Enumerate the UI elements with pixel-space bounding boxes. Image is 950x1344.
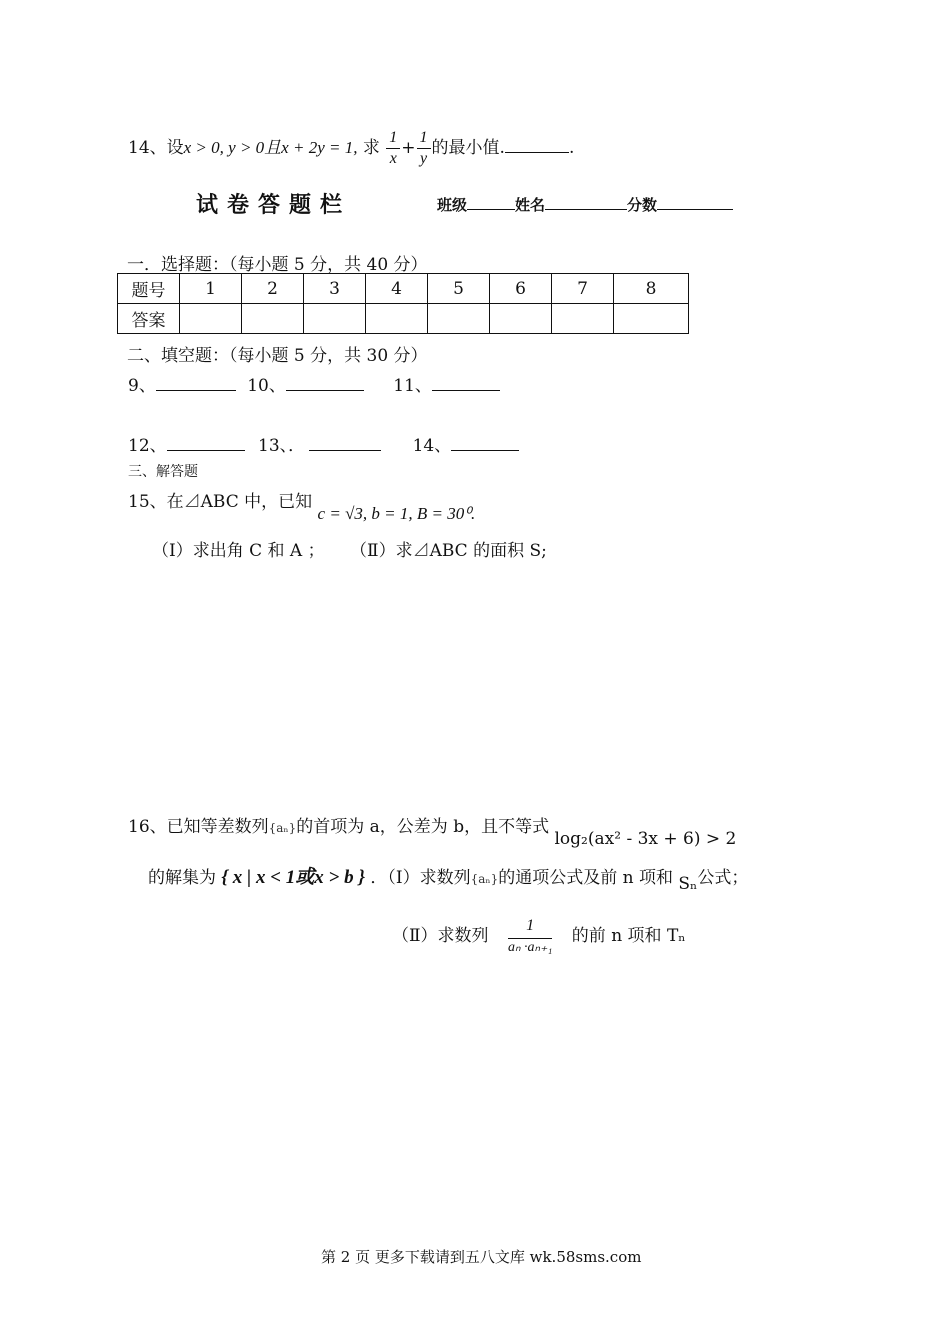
q16-stem-b: 的首项为 a，公差为 b，且不等式 (296, 817, 550, 837)
fill-item-9: 9、 (128, 376, 156, 396)
q14-plus: + (401, 138, 416, 158)
q14-fraction-2: $\frac{1}{y}$ (417, 130, 431, 167)
fill-blank-10[interactable] (286, 374, 364, 391)
class-label: 班级 (437, 196, 468, 214)
solution-set: { x | x < 1或x > b } (221, 867, 365, 888)
table-row-answers (118, 304, 689, 334)
q16-line2-d: 公式； (697, 868, 749, 888)
q16-inequality: log₂(ax² - 3x + 6) > 2 (554, 829, 737, 849)
question-number-cell: 4 (366, 274, 428, 304)
q16-part2-a: （Ⅱ）求数列 (392, 926, 489, 946)
row-label-answer: 答案 (118, 304, 180, 334)
sequence-an: {aₙ} (268, 820, 297, 835)
question-15-stem (128, 487, 476, 523)
q14-answer-blank[interactable] (505, 136, 569, 153)
answer-cell[interactable] (614, 304, 689, 334)
score-label: 分数 (627, 196, 658, 214)
q16-stem-a: 16、已知等差数列 (128, 817, 269, 837)
row-label-question-number: 题号 (118, 274, 180, 304)
sum-sn: Sₙ (678, 874, 698, 894)
fill-item-11: 11、 (393, 376, 432, 396)
question-16-line-2 (148, 862, 749, 894)
score-field[interactable] (657, 193, 733, 210)
table-row-numbers (118, 274, 689, 304)
answer-cell[interactable] (180, 304, 242, 334)
q15-stem: 15、在⊿ABC 中，已知 (128, 492, 313, 512)
question-number-cell: 1 (180, 274, 242, 304)
question-15-parts (152, 536, 547, 561)
question-14 (128, 130, 574, 167)
fill-blank-13[interactable] (309, 434, 381, 451)
answer-cell[interactable] (304, 304, 366, 334)
fill-item-14: 14、 (412, 436, 452, 456)
fill-blank-row-2 (128, 431, 519, 456)
q14-suffix: 的最小值. (431, 138, 505, 158)
question-number-cell: 5 (428, 274, 490, 304)
fill-blank-14[interactable] (451, 434, 519, 451)
q16-part2-b: 的前 n 项和 Tₙ (571, 926, 686, 946)
q16-line2-b: ．（Ⅰ）求数列 (370, 868, 471, 888)
question-number-cell: 2 (242, 274, 304, 304)
answer-cell[interactable] (490, 304, 552, 334)
q14-prefix: 14、设 (128, 138, 184, 158)
fill-blank-9[interactable] (156, 374, 236, 391)
page-footer: 第 2 页 更多下载请到五八文库 wk.58sms.com (321, 1248, 642, 1266)
answer-cell[interactable] (366, 304, 428, 334)
fill-item-13: 13、． (258, 436, 306, 456)
question-16-line-1 (128, 812, 737, 849)
q14-end: . (568, 138, 575, 158)
answer-cell[interactable] (428, 304, 490, 334)
question-number-cell: 7 (552, 274, 614, 304)
question-number-cell: 3 (304, 274, 366, 304)
answer-table (117, 273, 689, 334)
sequence-an-2: {aₙ} (470, 871, 499, 886)
fill-blank-row-1 (128, 371, 500, 396)
section-3-heading: 三、解答题 (128, 464, 198, 480)
question-16-part-2 (392, 918, 686, 955)
q14-condition: x > 0, y > 0且x + 2y = 1, (183, 138, 358, 157)
q15-part-2: （Ⅱ）求⊿ABC 的面积 S; (350, 541, 547, 561)
answer-cell[interactable] (242, 304, 304, 334)
fill-item-10: 10、 (247, 376, 286, 396)
student-info (437, 193, 733, 215)
q15-part-1: （Ⅰ）求出角 C 和 A ； (152, 541, 325, 561)
q14-ask: 求 (362, 138, 380, 158)
fill-blank-11[interactable] (432, 374, 500, 391)
question-number-cell: 8 (614, 274, 689, 304)
answer-sheet-title: 试卷答题栏 (196, 193, 352, 218)
fill-blank-12[interactable] (167, 434, 245, 451)
section-2-heading: 二、填空题：（每小题 5 分，共 30 分） (127, 346, 428, 366)
name-label: 姓名 (515, 196, 546, 214)
question-number-cell: 6 (490, 274, 552, 304)
q14-fraction-1: $\frac{1}{x}$ (386, 130, 400, 167)
name-field[interactable] (545, 193, 627, 210)
q16-fraction: $\frac{1}{\text{aₙ ·aₙ₊₁}}$ (507, 917, 553, 955)
class-field[interactable] (467, 193, 515, 210)
fill-item-12: 12、 (128, 436, 167, 456)
section-1-heading: 一．选择题：（每小题 5 分，共 40 分） (127, 255, 428, 275)
q16-line2-a: 的解集为 (148, 868, 216, 888)
answer-cell[interactable] (552, 304, 614, 334)
q16-line2-c: 的通项公式及前 n 项和 (498, 868, 673, 888)
q15-condition: c = √3, b = 1, B = 30⁰. (317, 504, 476, 523)
